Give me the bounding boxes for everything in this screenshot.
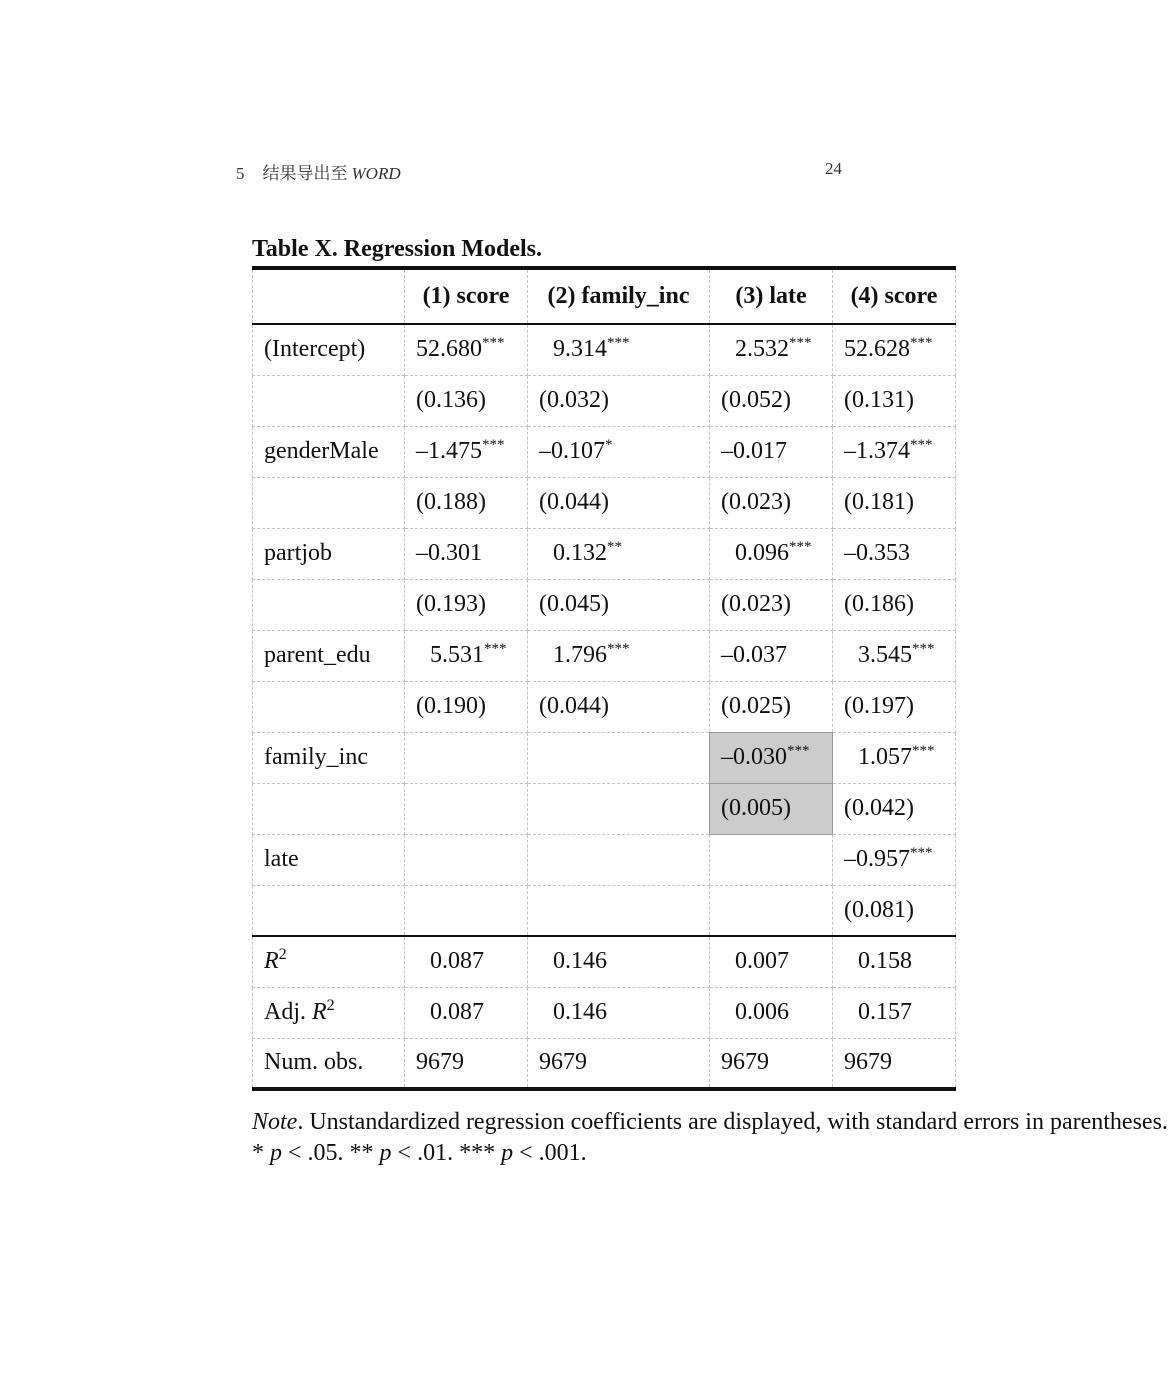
row-label: parent_edu	[253, 630, 405, 681]
statistic-label-prefix: Num. obs.	[264, 1049, 364, 1076]
empty-label-cell	[253, 375, 405, 426]
coefficient-value: –0.017	[721, 438, 787, 464]
standard-error-cell: (0.044)	[528, 681, 710, 732]
coefficient-cell	[833, 426, 956, 477]
fit-statistic-row	[253, 987, 956, 1038]
coefficient-value: –1.475	[416, 438, 482, 464]
row-label: partjob	[253, 528, 405, 579]
row-label: genderMale	[253, 426, 405, 477]
coefficient-cell	[528, 834, 710, 885]
coefficient-cell	[710, 324, 833, 375]
coefficient-cell	[528, 630, 710, 681]
coefficient-cell	[528, 324, 710, 375]
standard-error-cell: (0.042)	[833, 783, 956, 834]
standard-error-cell	[405, 885, 528, 936]
coefficient-row	[253, 324, 956, 375]
column-header-model-1: (1) score	[405, 268, 528, 324]
row-label: family_inc	[253, 732, 405, 783]
coefficient-row	[253, 528, 956, 579]
sig-level-2-p: p	[379, 1140, 392, 1166]
statistic-value: 0.146	[528, 987, 710, 1038]
standard-error-cell: (0.023)	[710, 477, 833, 528]
standard-error-cell: (0.025)	[710, 681, 833, 732]
coefficient-cell	[405, 426, 528, 477]
significance-stars: ***	[912, 743, 935, 759]
coefficient-cell	[710, 732, 833, 783]
statistic-symbol: R	[312, 999, 327, 1025]
sig-level-1-stars: *	[252, 1140, 270, 1166]
coefficient-cell	[405, 834, 528, 885]
page-number: 24	[825, 159, 842, 178]
statistic-label-prefix: Adj.	[264, 999, 312, 1025]
coefficient-cell	[405, 630, 528, 681]
coefficient-row	[253, 732, 956, 783]
sig-level-2-stars: **	[349, 1140, 380, 1166]
coefficient-value: –0.037	[721, 642, 787, 668]
statistic-label	[253, 1038, 405, 1089]
coefficient-value: 5.531	[430, 642, 484, 668]
standard-error-cell	[528, 885, 710, 936]
empty-label-cell	[253, 783, 405, 834]
standard-error-cell	[710, 885, 833, 936]
coefficient-cell	[710, 528, 833, 579]
statistic-value: 0.087	[405, 936, 528, 987]
significance-stars: ***	[912, 641, 935, 657]
table-body	[253, 324, 956, 1089]
column-header-label	[253, 268, 405, 324]
empty-label-cell	[253, 579, 405, 630]
row-label: late	[253, 834, 405, 885]
standard-error-cell: (0.032)	[528, 375, 710, 426]
note-label: Note	[252, 1109, 298, 1135]
significance-stars: ***	[789, 335, 812, 352]
significance-stars: ***	[910, 335, 933, 352]
standard-error-cell: (0.136)	[405, 375, 528, 426]
standard-error-row	[253, 681, 956, 732]
coefficient-value: 0.096	[735, 540, 789, 566]
coefficient-value: 1.057	[858, 744, 912, 770]
statistic-value: 9679	[833, 1038, 956, 1089]
coefficient-value: 9.314	[553, 336, 607, 363]
significance-stars: ***	[787, 743, 810, 759]
coefficient-value: –0.030	[721, 744, 787, 770]
coefficient-cell	[833, 324, 956, 375]
coefficient-value: 0.132	[553, 540, 607, 566]
coefficient-cell	[528, 426, 710, 477]
table-header-row	[253, 268, 956, 324]
statistic-exponent: 2	[326, 997, 335, 1014]
note-text: . Unstandardized regression coefficients are displayed, with standard errors in parentheses.	[297, 1109, 1168, 1135]
standard-error-cell	[528, 783, 710, 834]
standard-error-cell: (0.131)	[833, 375, 956, 426]
sig-level-3-p: p	[501, 1140, 514, 1166]
standard-error-cell	[405, 783, 528, 834]
coefficient-cell	[405, 732, 528, 783]
coefficient-value: 52.680	[416, 336, 482, 363]
chapter-title: 结果导出至	[262, 164, 348, 183]
significance-stars: ***	[910, 437, 933, 453]
statistic-exponent: 2	[278, 946, 287, 964]
coefficient-value: 2.532	[735, 336, 789, 363]
significance-stars: **	[607, 539, 622, 555]
sig-level-1-threshold: < .05.	[282, 1140, 350, 1166]
significance-stars: ***	[484, 641, 507, 657]
coefficient-value: –0.107	[539, 438, 605, 464]
chapter-number: 5	[236, 164, 245, 183]
significance-stars: ***	[607, 641, 630, 657]
standard-error-row	[253, 885, 956, 936]
coefficient-cell	[405, 528, 528, 579]
coefficient-cell	[833, 834, 956, 885]
statistic-value: 0.006	[710, 987, 833, 1038]
standard-error-cell: (0.005)	[710, 783, 833, 834]
statistic-value: 0.087	[405, 987, 528, 1038]
sig-level-1-p: p	[270, 1140, 282, 1166]
sig-level-2-threshold: < .01.	[391, 1140, 460, 1166]
standard-error-row	[253, 579, 956, 630]
coefficient-value: 1.796	[553, 642, 607, 668]
coefficient-cell	[710, 630, 833, 681]
coefficient-cell	[405, 324, 528, 375]
standard-error-cell: (0.081)	[833, 885, 956, 936]
significance-stars: ***	[910, 845, 933, 861]
standard-error-cell: (0.193)	[405, 579, 528, 630]
column-header-model-4: (4) score	[833, 268, 956, 324]
column-header-model-2: (2) family_inc	[528, 268, 710, 324]
significance-stars: ***	[482, 335, 505, 352]
standard-error-cell: (0.197)	[833, 681, 956, 732]
table-title: Table X. Regression Models.	[252, 236, 543, 262]
column-header-model-3: (3) late	[710, 268, 833, 324]
coefficient-cell	[710, 426, 833, 477]
standard-error-cell: (0.023)	[710, 579, 833, 630]
statistic-symbol: R	[264, 948, 279, 975]
coefficient-value: 52.628	[844, 336, 910, 363]
coefficient-value: –0.353	[844, 540, 910, 566]
sig-level-3-stars: ***	[459, 1140, 502, 1166]
sig-level-3-threshold: < .001.	[513, 1140, 587, 1166]
empty-label-cell	[253, 477, 405, 528]
note-line-2	[252, 1138, 1080, 1169]
coefficient-value: –0.957	[844, 846, 910, 872]
chapter-heading	[236, 159, 401, 184]
standard-error-row	[253, 477, 956, 528]
standard-error-cell: (0.044)	[528, 477, 710, 528]
fit-statistic-row	[253, 936, 956, 987]
coefficient-value: –1.374	[844, 438, 910, 464]
statistic-label	[253, 987, 405, 1038]
significance-stars: ***	[482, 437, 505, 453]
statistic-value: 0.157	[833, 987, 956, 1038]
coefficient-cell	[833, 630, 956, 681]
coefficient-value: –0.301	[416, 540, 482, 566]
regression-table	[252, 266, 956, 1091]
significance-stars: ***	[607, 335, 630, 352]
coefficient-cell	[528, 528, 710, 579]
standard-error-cell: (0.190)	[405, 681, 528, 732]
statistic-label	[253, 936, 405, 987]
coefficient-row	[253, 426, 956, 477]
coefficient-cell	[833, 528, 956, 579]
coefficient-cell	[528, 732, 710, 783]
standard-error-row	[253, 783, 956, 834]
coefficient-row	[253, 630, 956, 681]
standard-error-cell: (0.052)	[710, 375, 833, 426]
standard-error-cell: (0.045)	[528, 579, 710, 630]
empty-label-cell	[253, 681, 405, 732]
coefficient-cell	[710, 834, 833, 885]
coefficient-cell	[833, 732, 956, 783]
statistic-value: 0.007	[710, 936, 833, 987]
standard-error-cell: (0.188)	[405, 477, 528, 528]
standard-error-row	[253, 375, 956, 426]
table-note	[252, 1107, 1168, 1169]
statistic-value: 0.158	[833, 936, 956, 987]
coefficient-value: 3.545	[858, 642, 912, 668]
fit-statistic-row	[253, 1038, 956, 1089]
empty-label-cell	[253, 885, 405, 936]
statistic-value: 9679	[710, 1038, 833, 1089]
significance-stars: ***	[789, 539, 812, 555]
standard-error-cell: (0.181)	[833, 477, 956, 528]
significance-stars: *	[605, 437, 613, 453]
statistic-value: 9679	[405, 1038, 528, 1089]
statistic-value: 9679	[528, 1038, 710, 1089]
coefficient-row	[253, 834, 956, 885]
row-label: (Intercept)	[253, 324, 405, 375]
statistic-value: 0.146	[528, 936, 710, 987]
note-line-1	[252, 1107, 1168, 1138]
chapter-title-word: WORD	[351, 164, 401, 183]
standard-error-cell: (0.186)	[833, 579, 956, 630]
